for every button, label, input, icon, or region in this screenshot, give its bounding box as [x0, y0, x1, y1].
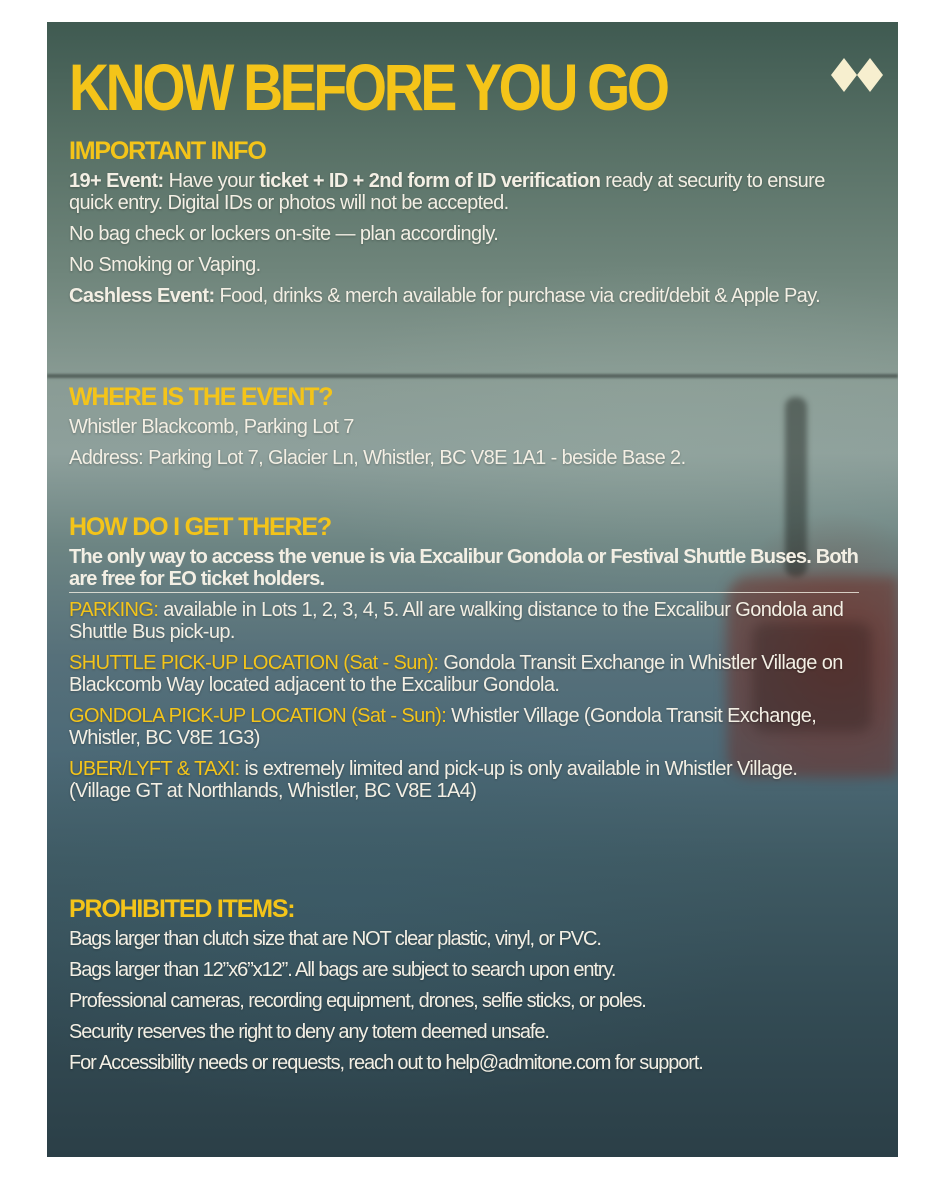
venue-address: Address: Parking Lot 7, Glacier Ln, Whistler, BC V8E 1A1 - beside Base 2.	[69, 447, 686, 469]
prohibited-section	[69, 894, 859, 1083]
age-label: 19+ Event:	[69, 170, 164, 192]
age-text-a: Have your	[163, 170, 260, 192]
smoking-note: No Smoking or Vaping.	[69, 254, 261, 276]
parking-label: PARKING:	[69, 599, 159, 621]
page-title: KNOW BEFORE YOU GO	[69, 50, 667, 124]
rideshare-label: UBER/LYFT & TAXI:	[69, 758, 240, 780]
cashless-label: Cashless Event:	[69, 285, 215, 307]
rideshare-info	[69, 758, 859, 802]
list-item: Professional cameras, recording equipment, drones, selfie sticks, or poles.	[69, 990, 646, 1012]
age-text-b: ready at security to ensure quick entry. Digital IDs or photos will not be accepted.	[69, 170, 825, 214]
gondola-cable	[47, 374, 898, 378]
shuttle-text: Gondola Transit Exchange in Whistler Village on Blackcomb Way located adjacent to the Excalibur Gondola.	[69, 652, 843, 696]
gondola-label: GONDOLA PICK-UP LOCATION (Sat - Sun):	[69, 705, 447, 727]
how-section	[69, 512, 859, 811]
list-item: Security reserves the right to deny any totem deemed unsafe.	[69, 1021, 549, 1043]
prohibited-heading: PROHIBITED ITEMS:	[69, 895, 295, 923]
how-heading: HOW DO I GET THERE?	[69, 513, 331, 541]
id-requirement: ticket + ID + 2nd form of ID verification	[259, 170, 601, 192]
age-requirement	[69, 170, 859, 214]
list-item: Bags larger than clutch size that are NOT clear plastic, vinyl, or PVC.	[69, 928, 601, 950]
shuttle-label: SHUTTLE PICK-UP LOCATION (Sat - Sun):	[69, 652, 439, 674]
cashless-note	[69, 285, 859, 307]
important-info-section	[69, 136, 859, 316]
important-info-heading: IMPORTANT INFO	[69, 137, 266, 165]
gondola-text: Whistler Village (Gondola Transit Exchange, Whistler, BC V8E 1G3)	[69, 705, 817, 749]
list-item: Bags larger than 12”x6”x12”. All bags are subject to search upon entry.	[69, 959, 616, 981]
rideshare-text: is extremely limited and pick-up is only available in Whistler Village. (Village GT at Northlands, Whistler, BC V8E 1A4)	[69, 758, 798, 802]
parking-text: available in Lots 1, 2, 3, 4, 5. All are walking distance to the Excalibur Gondola and Shuttle Bus pick-up.	[69, 599, 844, 643]
diamond-pair-icon	[831, 58, 883, 92]
bag-check-note: No bag check or lockers on-site — plan accordingly.	[69, 223, 499, 245]
accessibility-note: For Accessibility needs or requests, reach out to help@admitone.com for support.	[69, 1052, 703, 1074]
where-section	[69, 382, 859, 478]
parking-info	[69, 599, 859, 643]
venue-name: Whistler Blackcomb, Parking Lot 7	[69, 416, 354, 438]
cashless-text: Food, drinks & merch available for purchase via credit/debit & Apple Pay.	[214, 285, 821, 307]
shuttle-info	[69, 652, 859, 696]
poster	[47, 22, 898, 1157]
gondola-info	[69, 705, 859, 749]
where-heading: WHERE IS THE EVENT?	[69, 383, 333, 411]
access-note: The only way to access the venue is via Excalibur Gondola or Festival Shuttle Buses. Both are free for EO ticket holders.	[69, 546, 859, 593]
